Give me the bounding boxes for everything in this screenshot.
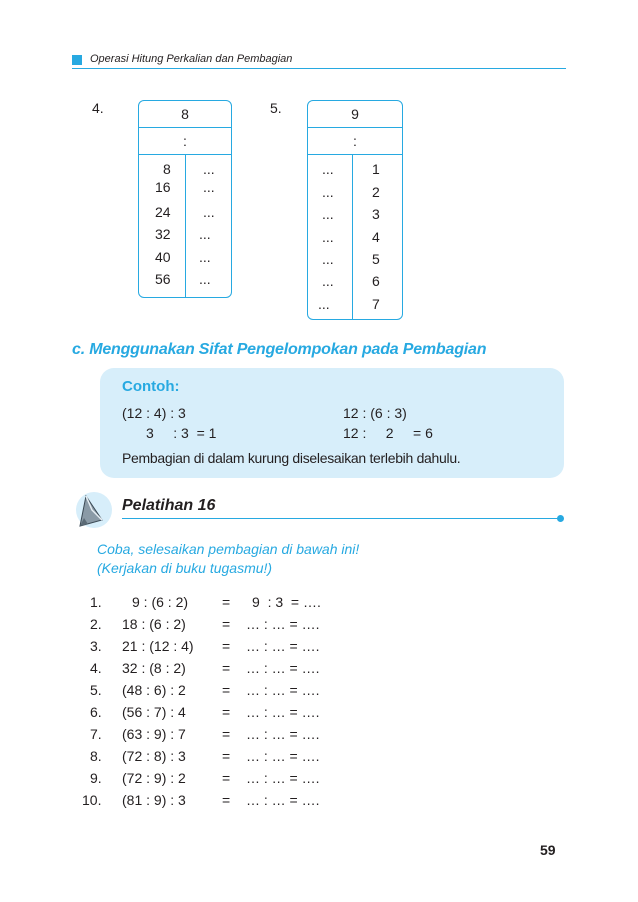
table5-right-cell: 4 <box>372 229 380 245</box>
exercise-row <box>0 660 638 678</box>
table5-divisor: 9 <box>308 101 402 128</box>
table5-right-cell: 5 <box>372 251 380 267</box>
table4-right-cell: ... <box>199 271 211 287</box>
exercise-equals: = <box>222 748 231 764</box>
exercise-row <box>0 682 638 700</box>
exercise-answer: … : … = …. <box>246 748 320 764</box>
exercise-number: 5. <box>90 682 102 698</box>
table4-right-cell: ... <box>203 161 215 177</box>
exercise-answer: … : … = …. <box>246 726 320 742</box>
header-square-icon <box>72 55 82 65</box>
practice-rule-dot <box>557 515 564 522</box>
table5-symbol: : <box>308 128 402 155</box>
exercise-equals: = <box>222 792 231 808</box>
exercise-equals: = <box>222 682 231 698</box>
table5-right-cell: 6 <box>372 273 380 289</box>
exercise-expression: 32 : (8 : 2) <box>122 660 186 676</box>
exercise-expression: 9 : (6 : 2) <box>132 594 189 610</box>
table4-right-cell: ... <box>199 249 211 265</box>
exercise-answer: … : … = …. <box>246 704 320 720</box>
practice-instruction-2: (Kerjakan di buku tugasmu!) <box>97 560 273 576</box>
exercise-number: 8. <box>90 748 102 764</box>
exercise-answer: … : … = …. <box>246 770 320 786</box>
problem-4-number: 4. <box>92 100 104 116</box>
exercise-equals: = <box>222 594 231 610</box>
exercise-row <box>0 594 638 612</box>
exercise-number: 9. <box>90 770 102 786</box>
exercise-equals: = <box>222 616 231 632</box>
exercise-answer: 9 : 3 = …. <box>252 594 321 610</box>
table5-left-cell: ... <box>322 273 334 289</box>
table5-right-cell: 2 <box>372 184 380 200</box>
example-box <box>100 368 564 478</box>
exercise-number: 6. <box>90 704 102 720</box>
exercise-number: 2. <box>90 616 102 632</box>
example-note: Pembagian di dalam kurung diselesaikan terlebih dahulu. <box>122 450 461 466</box>
exercise-answer: … : … = …. <box>246 682 320 698</box>
example-left-line-1: (12 : 4) : 3 <box>122 405 186 421</box>
division-table-4 <box>138 100 232 298</box>
exercise-row <box>0 726 638 744</box>
table5-left-cell: ... <box>322 251 334 267</box>
table5-right-cell: 3 <box>372 206 380 222</box>
table5-left-cell: ... <box>322 161 334 177</box>
table4-divider <box>185 155 186 297</box>
table4-right-cell: ... <box>199 226 211 242</box>
example-right-line-2: 12 : 2 = 6 <box>343 425 433 441</box>
exercise-expression: (72 : 9) : 2 <box>122 770 186 786</box>
table4-divisor: 8 <box>139 101 231 128</box>
exercise-expression: (63 : 9) : 7 <box>122 726 186 742</box>
exercise-expression: 21 : (12 : 4) <box>122 638 194 654</box>
exercise-equals: = <box>222 660 231 676</box>
table5-left-cell: ... <box>322 206 334 222</box>
exercise-expression: (56 : 7) : 4 <box>122 704 186 720</box>
table5-left-cell: ... <box>322 184 334 200</box>
exercise-row <box>0 748 638 766</box>
exercise-row <box>0 704 638 722</box>
rocket-icon <box>72 488 112 532</box>
example-left-line-2: 3 : 3 = 1 <box>146 425 217 441</box>
table5-left-cell: ... <box>322 229 334 245</box>
practice-rule <box>122 518 558 519</box>
exercise-row <box>0 638 638 656</box>
table5-left-cell: ... <box>318 296 330 312</box>
practice-title: Pelatihan 16 <box>122 497 216 514</box>
example-right-line-1: 12 : (6 : 3) <box>343 405 407 421</box>
exercise-row <box>0 770 638 788</box>
table4-left-cell: 56 <box>155 271 171 287</box>
exercise-answer: … : … = …. <box>246 616 320 632</box>
exercise-equals: = <box>222 770 231 786</box>
exercise-answer: … : … = …. <box>246 638 320 654</box>
table4-right-cell: ... <box>203 204 215 220</box>
exercise-answer: … : … = …. <box>246 792 320 808</box>
example-title: Contoh: <box>122 378 180 395</box>
table4-symbol: : <box>139 128 231 155</box>
table4-left-cell: 24 <box>155 204 171 220</box>
exercise-expression: 18 : (6 : 2) <box>122 616 186 632</box>
section-c-title: c. Menggunakan Sifat Pengelompokan pada Pembagian <box>72 341 487 358</box>
table5-right-cell: 7 <box>372 296 380 312</box>
exercise-number: 1. <box>90 594 102 610</box>
exercise-number: 10. <box>82 792 102 808</box>
header-title: Operasi Hitung Perkalian dan Pembagian <box>90 53 293 65</box>
exercise-number: 4. <box>90 660 102 676</box>
header-rule <box>72 68 566 69</box>
page-number: 59 <box>540 842 556 858</box>
table5-right-cell: 1 <box>372 161 380 177</box>
exercise-expression: (48 : 6) : 2 <box>122 682 186 698</box>
table4-left-cell: 32 <box>155 226 171 242</box>
exercise-expression: (81 : 9) : 3 <box>122 792 186 808</box>
table5-divider <box>352 155 353 319</box>
exercise-equals: = <box>222 726 231 742</box>
table4-right-cell: ... <box>203 179 215 195</box>
exercise-equals: = <box>222 704 231 720</box>
exercise-answer: … : … = …. <box>246 660 320 676</box>
exercise-expression: (72 : 8) : 3 <box>122 748 186 764</box>
problem-5-number: 5. <box>270 100 282 116</box>
division-table-5 <box>307 100 403 320</box>
table4-left-cell: 16 <box>155 179 171 195</box>
exercise-row <box>0 616 638 634</box>
table4-left-cell: 8 <box>163 161 171 177</box>
table4-left-cell: 40 <box>155 249 171 265</box>
exercise-number: 7. <box>90 726 102 742</box>
exercise-equals: = <box>222 638 231 654</box>
exercise-number: 3. <box>90 638 102 654</box>
exercise-row <box>0 792 638 810</box>
practice-instruction-1: Coba, selesaikan pembagian di bawah ini! <box>97 541 360 557</box>
